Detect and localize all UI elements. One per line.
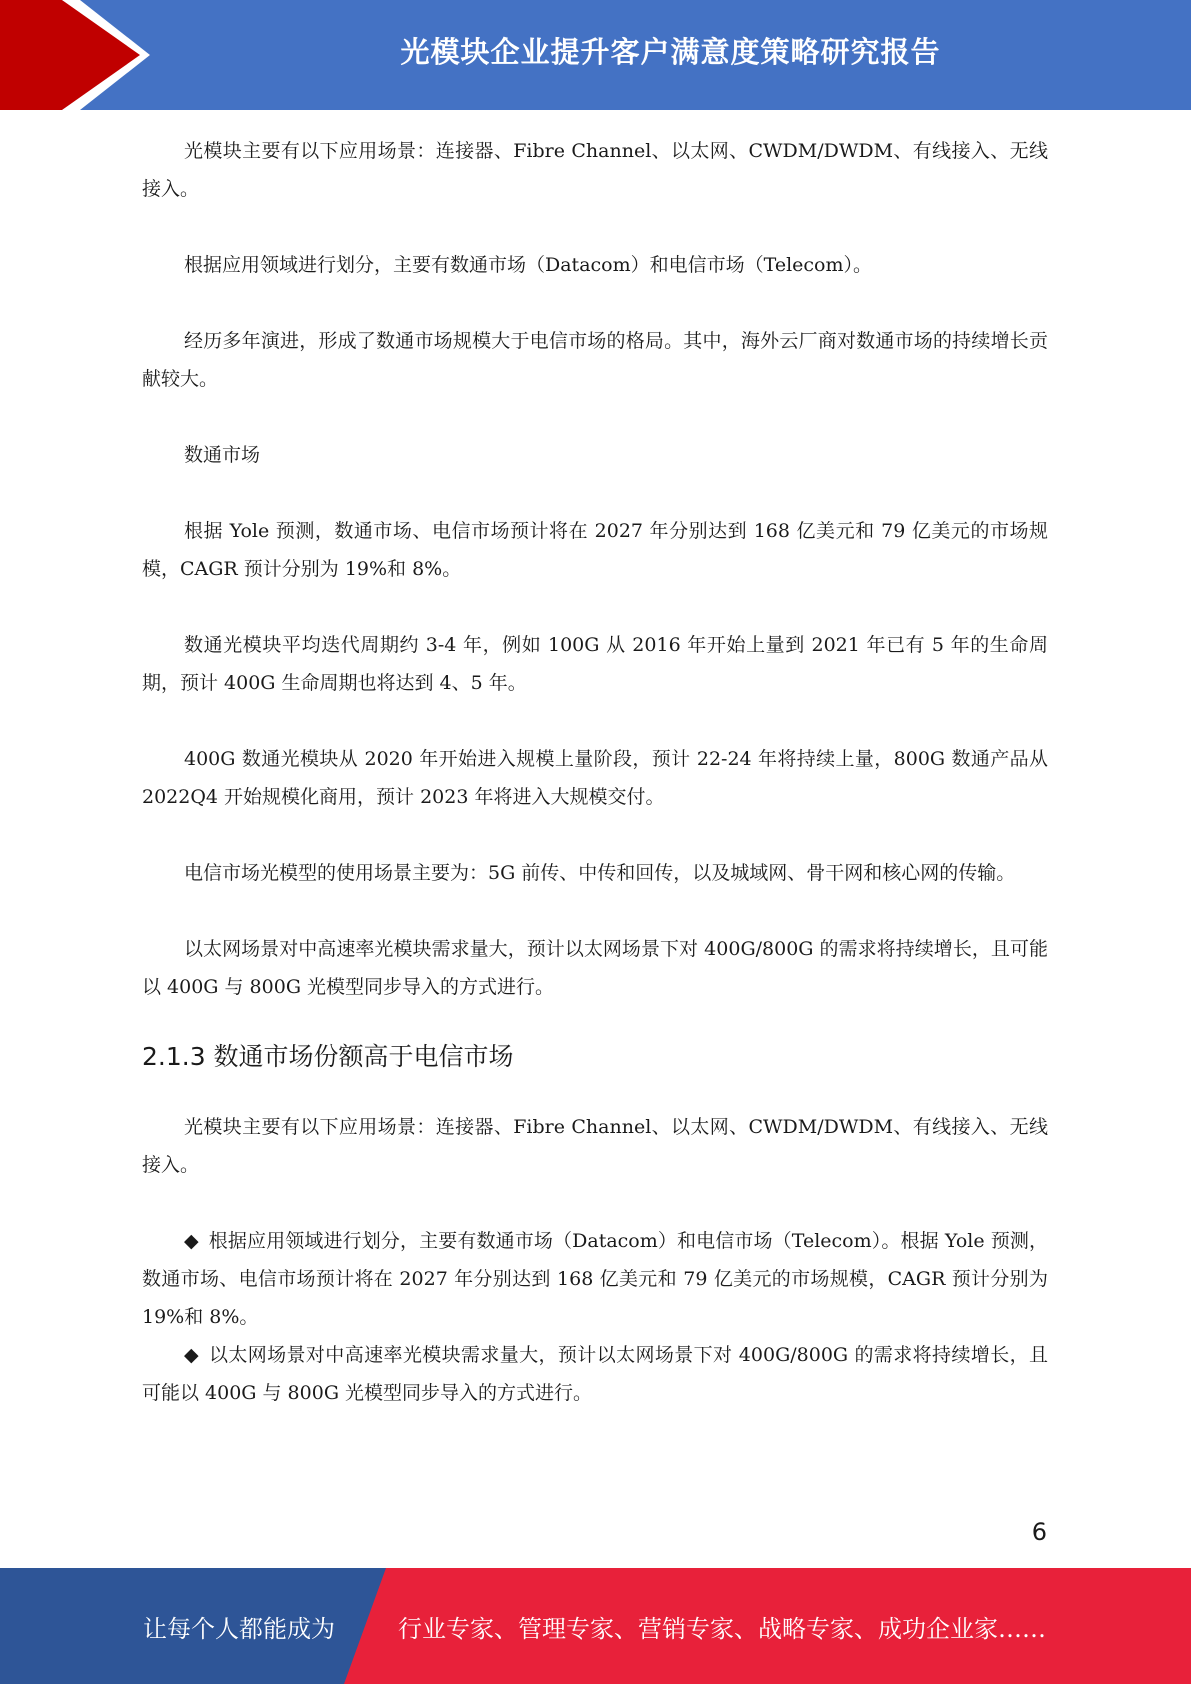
bullet-item [142,1222,1048,1336]
paragraph-3: 经历多年演进，形成了数通市场规模大于电信市场的格局。其中，海外云厂商对数通市场的持续增长贡献较大。 [142,330,1048,390]
diamond-bullet-icon: ◆ [184,1344,199,1366]
paragraph-8: 电信市场光模型的使用场景主要为：5G 前传、中传和回传，以及城域网、骨干网和核心网的传输。 [184,862,1016,884]
diamond-bullet-icon: ◆ [184,1230,199,1252]
bullet-text: 根据应用领域进行划分，主要有数通市场（Datacom）和电信市场（Telecom）。根据 Yole 预测，数通市场、电信市场预计将在 2027 年分别达到 168 亿美元和 79 亿美元的市场规模，CAGR 预计分别为 19%和 8%。 [142,1230,1048,1328]
paragraph-4: 数通市场 [184,444,261,466]
paragraph-2: 根据应用领域进行划分，主要有数通市场（Datacom）和电信市场（Telecom）。 [184,254,872,276]
bullet-text: 以太网场景对中高速率光模块需求量大，预计以太网场景下对 400G/800G 的需求将持续增长，且可能以 400G 与 800G 光模型同步导入的方式进行。 [142,1344,1048,1404]
paragraph-9: 以太网场景对中高速率光模块需求量大，预计以太网场景下对 400G/800G 的需求将持续增长，且可能以 400G 与 800G 光模型同步导入的方式进行。 [142,938,1048,998]
section-heading: 2.1.3 数通市场份额高于电信市场 [142,1042,514,1071]
bullet-item [142,1336,1048,1412]
header-title: 光模块企业提升客户满意度策略研究报告 [400,34,941,69]
section-intro: 光模块主要有以下应用场景：连接器、Fibre Channel、以太网、CWDM/DWDM、有线接入、无线接入。 [142,1116,1048,1176]
footer-slogan-right: 行业专家、管理专家、营销专家、战略专家、成功企业家…… [398,1614,1046,1643]
paragraph-6: 数通光模块平均迭代周期约 3-4 年，例如 100G 从 2016 年开始上量到 2021 年已有 5 年的生命周期，预计 400G 生命周期也将达到 4、5 年。 [142,634,1048,694]
page-footer [0,1568,1191,1684]
document-body [142,132,1048,1412]
paragraph-7: 400G 数通光模块从 2020 年开始进入规模上量阶段，预计 22-24 年将持续上量，800G 数通产品从 2022Q4 开始规模化商用，预计 2023 年将进入大规模交付。 [142,748,1048,808]
footer-slogan-left: 让每个人都能成为 [143,1614,335,1643]
paragraph-1: 光模块主要有以下应用场景：连接器、Fibre Channel、以太网、CWDM/DWDM、有线接入、无线接入。 [142,140,1048,200]
page-number: 6 [1031,1518,1047,1546]
paragraph-5: 根据 Yole 预测，数通市场、电信市场预计将在 2027 年分别达到 168 亿美元和 79 亿美元的市场规模，CAGR 预计分别为 19%和 8%。 [142,520,1048,580]
page-header [0,0,1191,110]
